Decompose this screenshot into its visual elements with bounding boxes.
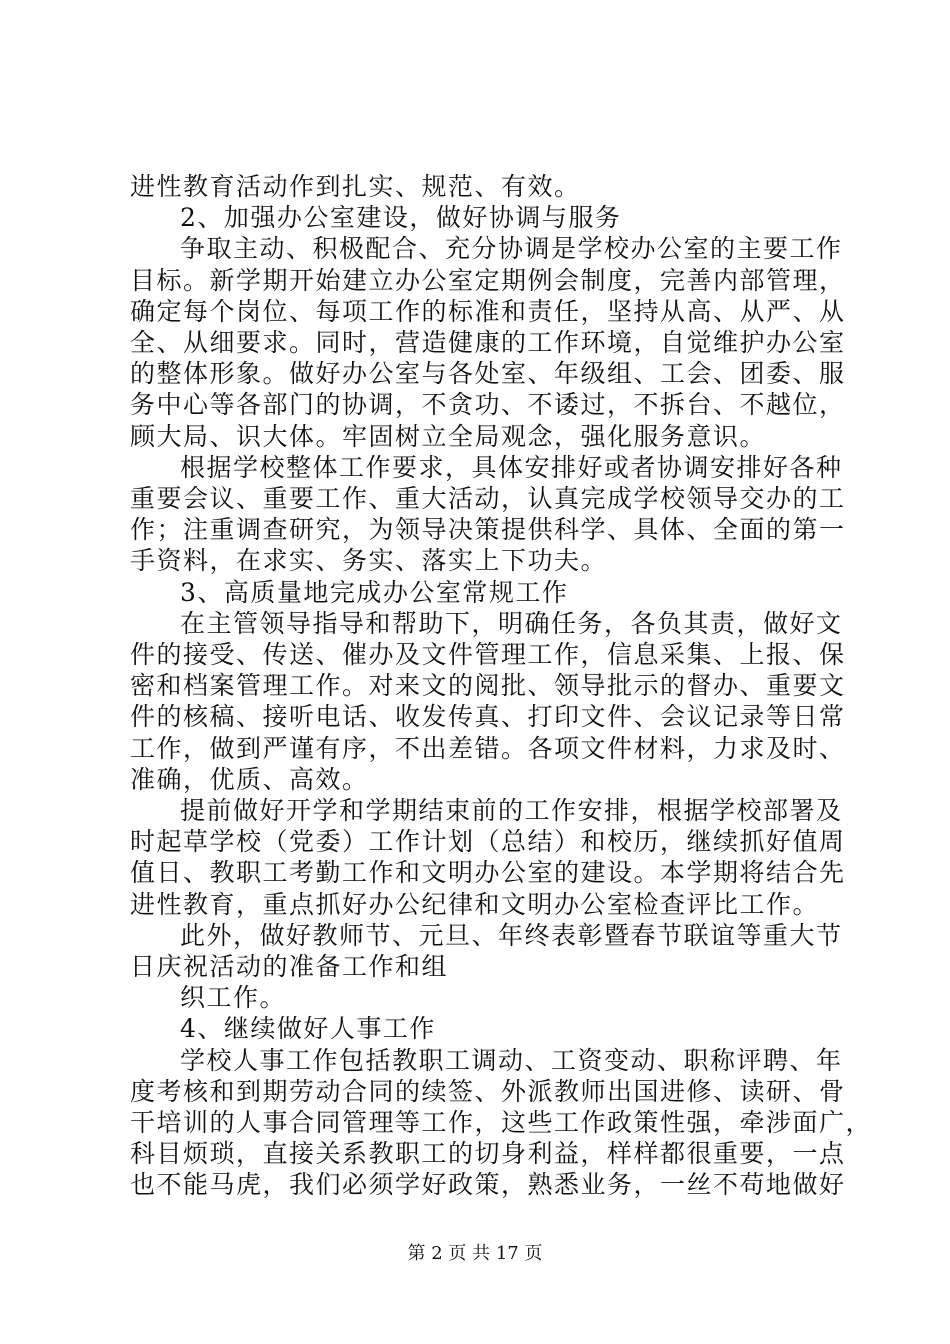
body-line: 重要会议、重要工作、重大活动，认真完成学校领导交办的工 bbox=[130, 484, 846, 513]
body-line: 进性教育，重点抓好办公纪律和文明办公室检查评比工作。 bbox=[130, 890, 820, 919]
body-line: 学校人事工作包括教职工调动、工资变动、职称评聘、年 bbox=[180, 1046, 843, 1075]
body-line: 作；注重调查研究，为领导决策提供科学、具体、全面的第一 bbox=[130, 515, 846, 544]
body-line: 值日、教职工考勤工作和文明办公室的建设。本学期将结合先 bbox=[130, 858, 846, 887]
body-line: 准确，优质、高效。 bbox=[130, 765, 369, 794]
body-line: 干培训的人事合同管理等工作，这些工作政策性强，牵涉面广， bbox=[130, 1108, 873, 1137]
body-line: 进性教育活动作到扎实、规范、有效。 bbox=[130, 172, 581, 201]
section-heading: 3、高质量地完成办公室常规工作 bbox=[180, 578, 569, 607]
body-line: 争取主动、积极配合、充分协调是学校办公室的主要工作 bbox=[180, 234, 843, 263]
body-line: 的整体形象。做好办公室与各处室、年级组、工会、团委、服 bbox=[130, 359, 846, 388]
body-line: 时起草学校（党委）工作计划（总结）和校历，继续抓好值周 bbox=[130, 827, 846, 856]
body-line: 科目烦琐，直接关系教职工的切身利益，样样都很重要，一点 bbox=[130, 1139, 846, 1168]
body-line: 全、从细要求。同时，营造健康的工作环境，自觉维护办公室 bbox=[130, 328, 846, 357]
body-line: 密和档案管理工作。对来文的阅批、领导批示的督办、重要文 bbox=[130, 671, 846, 700]
body-line: 目标。新学期开始建立办公室定期例会制度，完善内部管理， bbox=[130, 266, 846, 295]
section-heading: 4、继续做好人事工作 bbox=[180, 1014, 436, 1043]
body-line: 件的接受、传送、催办及文件管理工作，信息采集、上报、保 bbox=[130, 640, 846, 669]
body-line: 顾大局、识大体。牢固树立全局观念，强化服务意识。 bbox=[130, 422, 767, 451]
body-line: 也不能马虎，我们必须学好政策，熟悉业务，一丝不苟地做好 bbox=[130, 1170, 846, 1199]
body-line: 确定每个岗位、每项工作的标准和责任，坚持从高、从严、从 bbox=[130, 297, 846, 326]
body-line: 务中心等各部门的协调，不贪功、不诿过，不拆台、不越位， bbox=[130, 390, 846, 419]
body-line: 在主管领导指导和帮助下，明确任务，各负其责，做好文 bbox=[180, 609, 843, 638]
body-line: 提前做好开学和学期结束前的工作安排，根据学校部署及 bbox=[180, 796, 843, 825]
body-line: 织工作。 bbox=[180, 983, 287, 1012]
body-line: 手资料，在求实、务实、落实上下功夫。 bbox=[130, 546, 608, 575]
page-footer: 第 2 页 共 17 页 bbox=[407, 1243, 543, 1264]
body-line: 日庆祝活动的准备工作和组 bbox=[130, 952, 449, 981]
section-heading: 2、加强办公室建设，做好协调与服务 bbox=[180, 203, 622, 232]
body-line: 工作，做到严谨有序，不出差错。各项文件材料，力求及时、 bbox=[130, 734, 846, 763]
body-line: 此外，做好教师节、元旦、年终表彰暨春节联谊等重大节 bbox=[180, 921, 843, 950]
body-line: 件的核稿、接听电话、收发传真、打印文件、会议记录等日常 bbox=[130, 702, 846, 731]
body-line: 度考核和到期劳动合同的续签、外派教师出国进修、读研、骨 bbox=[130, 1077, 846, 1106]
body-line: 根据学校整体工作要求，具体安排好或者协调安排好各种 bbox=[180, 453, 843, 482]
